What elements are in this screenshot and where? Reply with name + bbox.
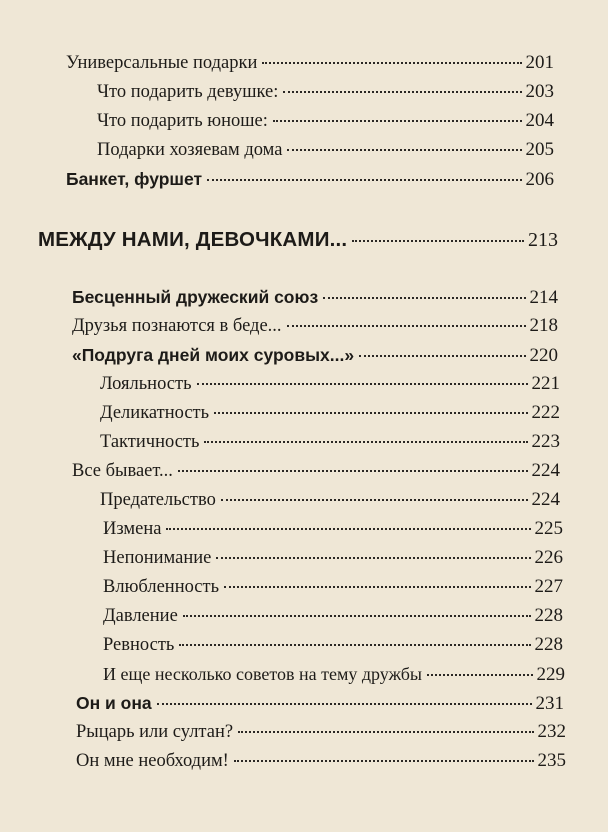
toc-entry-page: 229 (536, 664, 565, 685)
toc-entry-title: Деликатность (100, 403, 210, 423)
dot-leader (221, 499, 528, 501)
toc-entry-title: Предательство (100, 490, 216, 510)
toc-entry (97, 110, 554, 132)
toc-entry-title: Банкет, фуршет (66, 169, 203, 189)
toc-entry (103, 605, 563, 627)
toc-entry (76, 750, 566, 772)
toc-entry (103, 576, 563, 598)
toc-entry-title: Ревность (103, 635, 175, 655)
toc-entry-title: Он мне необходим! (76, 751, 229, 771)
dot-leader (234, 760, 534, 762)
toc-entry-title: Давление (103, 606, 178, 626)
dot-leader (283, 91, 521, 93)
toc-entry-page: 231 (535, 693, 564, 714)
toc-entry-title: Рыцарь или султан? (76, 722, 234, 742)
toc-entry-page: 204 (525, 110, 554, 131)
toc-entry (72, 460, 560, 482)
toc-entry-title: Бесценный дружеский союз (72, 287, 319, 307)
toc-entry-title: Все бывает... (72, 461, 173, 481)
toc-chapter-heading (38, 229, 558, 251)
dot-leader (273, 120, 522, 122)
dot-leader (216, 557, 530, 559)
toc-entry-page: 206 (525, 169, 554, 190)
dot-leader (238, 731, 533, 733)
dot-leader (157, 703, 532, 705)
toc-entry-title: Лояльность (100, 374, 192, 394)
toc-entry-title: Тактичность (100, 432, 200, 452)
toc-entry-title: Непонимание (103, 548, 212, 568)
toc-entry-title: Измена (103, 519, 162, 539)
toc-entry-page: 218 (529, 315, 558, 336)
dot-leader (179, 644, 530, 646)
dot-leader (207, 179, 521, 181)
dot-leader (214, 412, 527, 414)
dot-leader (224, 586, 530, 588)
dot-leader (178, 470, 528, 472)
toc-entry (100, 373, 560, 395)
toc-entry-title: Что подарить девушке: (97, 82, 279, 102)
toc-entry (103, 663, 565, 686)
toc-entry-title: Что подарить юноше: (97, 111, 268, 131)
toc-entry-page: 226 (534, 547, 563, 568)
toc-entry-title: Влюбленность (103, 577, 220, 597)
toc-entry-page: 228 (534, 605, 563, 626)
toc-entry-title: Подарки хозяевам дома (97, 140, 283, 160)
dot-leader (427, 674, 532, 676)
dot-leader (204, 441, 527, 443)
toc-entry (97, 81, 554, 103)
toc-entry (100, 431, 560, 453)
toc-entry (100, 402, 560, 424)
toc-entry-page: 222 (531, 402, 560, 423)
toc-entry-page: 224 (531, 489, 560, 510)
toc-entry (100, 489, 560, 511)
toc-entry-page: 203 (525, 81, 554, 102)
toc-entry (76, 721, 566, 743)
toc-entry-page: 214 (529, 287, 558, 308)
toc-entry (103, 634, 563, 656)
toc-entry-title: Он и она (76, 693, 152, 713)
toc-entry (103, 518, 563, 540)
toc-entry-page: 220 (529, 345, 558, 366)
toc-entry-page: 221 (531, 373, 560, 394)
toc-entry-page: 205 (525, 139, 554, 160)
toc-entry-title: Друзья познаются в беде... (72, 316, 282, 336)
toc-entry-page: 227 (534, 576, 563, 597)
toc-entry-title: И еще несколько советов на тему дружбы (103, 664, 423, 684)
dot-leader (262, 62, 521, 64)
toc-entry-page: 232 (537, 721, 566, 742)
toc-entry (72, 315, 558, 337)
dot-leader (287, 325, 526, 327)
toc-entry-page: 213 (528, 229, 558, 251)
toc-entry-page: 224 (531, 460, 560, 481)
toc-entry (72, 286, 558, 309)
dot-leader (352, 240, 524, 242)
toc-entry (103, 547, 563, 569)
toc-entry-page: 235 (537, 750, 566, 771)
toc-entry-title: «Подруга дней моих суровых...» (72, 345, 355, 365)
toc-entry (97, 139, 554, 161)
dot-leader (323, 297, 525, 299)
toc-entry (66, 52, 554, 74)
toc-entry-page: 225 (534, 518, 563, 539)
toc-entry-title: МЕЖДУ НАМИ, ДЕВОЧКАМИ... (38, 228, 348, 251)
dot-leader (359, 355, 525, 357)
dot-leader (287, 149, 521, 151)
toc-entry (76, 692, 564, 715)
toc-entry-title: Универсальные подарки (66, 53, 258, 73)
dot-leader (197, 383, 528, 385)
dot-leader (183, 615, 531, 617)
toc-entry-page: 223 (531, 431, 560, 452)
toc-entry (72, 344, 558, 367)
toc-entry (66, 168, 554, 191)
toc-entry-page: 201 (525, 52, 554, 73)
dot-leader (166, 528, 530, 530)
toc-entry-page: 228 (534, 634, 563, 655)
